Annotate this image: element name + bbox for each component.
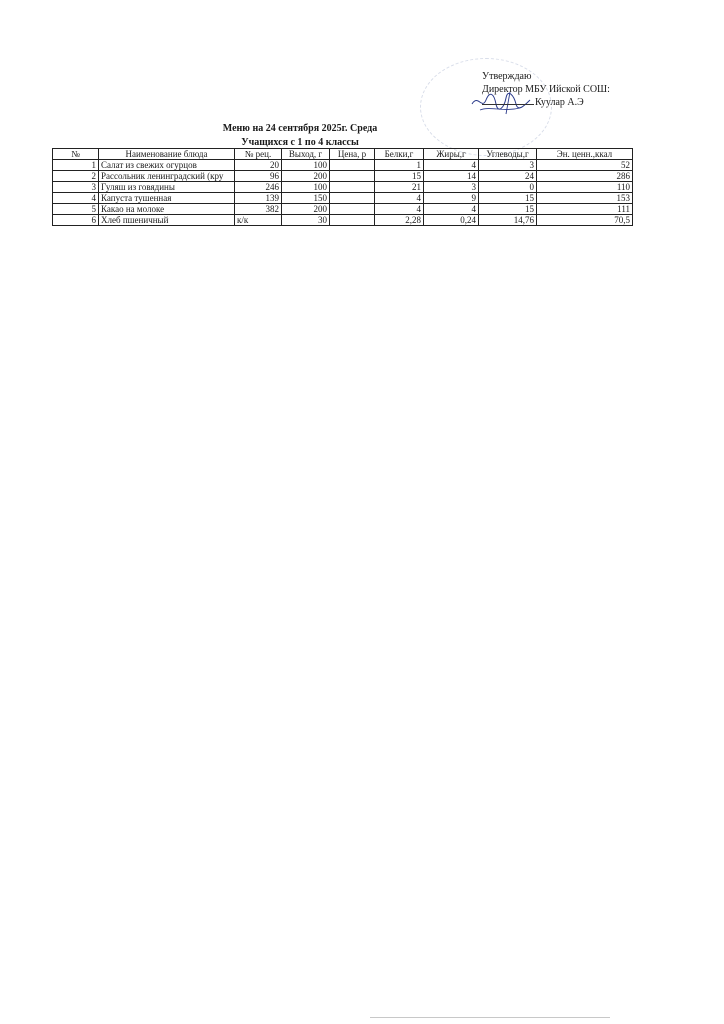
header-number: № [53, 149, 99, 160]
approval-position: Директор МБУ Ийской СОШ: [482, 84, 610, 95]
menu-table [52, 148, 633, 226]
table-row [53, 204, 633, 215]
table-row [53, 182, 633, 193]
dish-name: Гуляш из говядины [99, 182, 235, 193]
price [330, 193, 375, 204]
recipe-number: 139 [235, 193, 282, 204]
fat: 0,24 [424, 215, 479, 226]
price [330, 215, 375, 226]
energy: 153 [537, 193, 633, 204]
carbs: 24 [479, 171, 537, 182]
row-number: 3 [53, 182, 99, 193]
carbs: 3 [479, 160, 537, 171]
portion-weight: 200 [282, 171, 330, 182]
table-row [53, 171, 633, 182]
header-price: Цена, р [330, 149, 375, 160]
header-portion: Выход, г [282, 149, 330, 160]
protein: 4 [375, 193, 424, 204]
energy: 286 [537, 171, 633, 182]
portion-weight: 150 [282, 193, 330, 204]
carbs: 15 [479, 193, 537, 204]
dish-name: Капуста тушенная [99, 193, 235, 204]
energy: 111 [537, 204, 633, 215]
recipe-number: 382 [235, 204, 282, 215]
price [330, 182, 375, 193]
fat: 4 [424, 204, 479, 215]
protein: 1 [375, 160, 424, 171]
scan-artifact-line [370, 1017, 610, 1018]
fat: 4 [424, 160, 479, 171]
table-row [53, 193, 633, 204]
recipe-number: 20 [235, 160, 282, 171]
header-carbs: Углеводы,г [479, 149, 537, 160]
row-number: 5 [53, 204, 99, 215]
dish-name: Какао на молоке [99, 204, 235, 215]
approval-word: Утверждаю [482, 71, 532, 82]
header-fat: Жиры,г [424, 149, 479, 160]
fat: 14 [424, 171, 479, 182]
carbs: 0 [479, 182, 537, 193]
row-number: 4 [53, 193, 99, 204]
dish-name: Рассольник ленинградский (кру [99, 171, 235, 182]
row-number: 1 [53, 160, 99, 171]
recipe-number: 246 [235, 182, 282, 193]
approval-signature-line [482, 96, 610, 109]
table-header-row [53, 149, 633, 160]
protein: 21 [375, 182, 424, 193]
header-dish-name: Наименование блюда [99, 149, 235, 160]
price [330, 204, 375, 215]
row-number: 2 [53, 171, 99, 182]
protein: 2,28 [375, 215, 424, 226]
energy: 52 [537, 160, 633, 171]
menu-title: Меню на 24 сентября 2025г. Среда [222, 123, 378, 134]
header-recipe-no: № рец. [235, 149, 282, 160]
fat: 3 [424, 182, 479, 193]
approval-block [482, 70, 610, 109]
table-row [53, 215, 633, 226]
row-number: 6 [53, 215, 99, 226]
recipe-number: к/к [235, 215, 282, 226]
carbs: 14,76 [479, 215, 537, 226]
price [330, 171, 375, 182]
signature-line [482, 104, 534, 105]
portion-weight: 30 [282, 215, 330, 226]
protein: 4 [375, 204, 424, 215]
protein: 15 [375, 171, 424, 182]
energy: 70,5 [537, 215, 633, 226]
recipe-number: 96 [235, 171, 282, 182]
dish-name: Хлеб пшеничный [99, 215, 235, 226]
dish-name: Салат из свежих огурцов [99, 160, 235, 171]
approval-director-name: Куулар А.Э [535, 97, 584, 108]
header-protein: Белки,г [375, 149, 424, 160]
fat: 9 [424, 193, 479, 204]
price [330, 160, 375, 171]
portion-weight: 200 [282, 204, 330, 215]
menu-subtitle: Учащихся с 1 по 4 классы [241, 137, 359, 148]
table-row [53, 160, 633, 171]
portion-weight: 100 [282, 182, 330, 193]
energy: 110 [537, 182, 633, 193]
carbs: 15 [479, 204, 537, 215]
portion-weight: 100 [282, 160, 330, 171]
header-energy: Эн. ценн.,ккал [537, 149, 633, 160]
